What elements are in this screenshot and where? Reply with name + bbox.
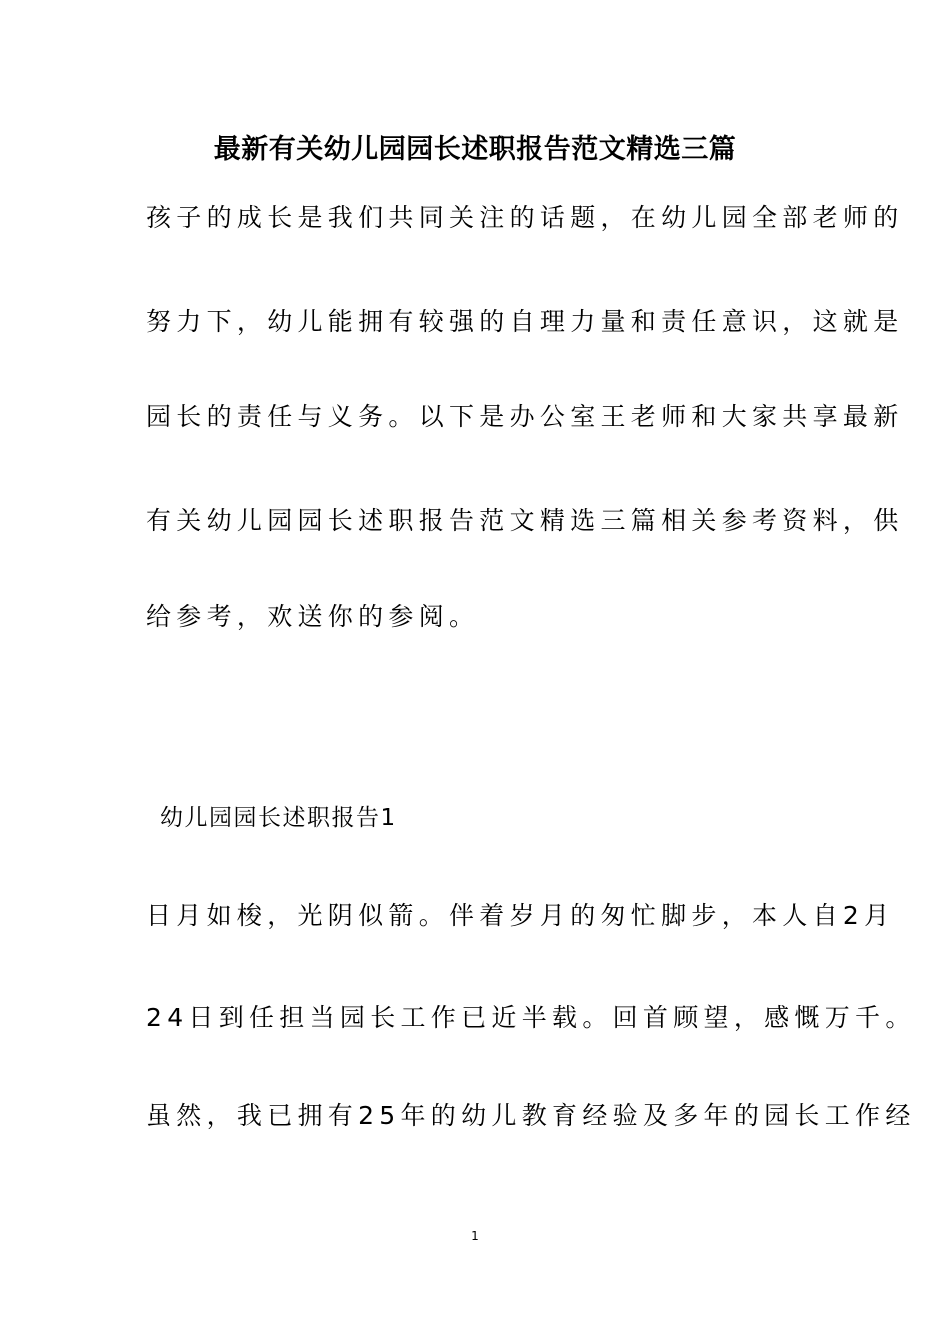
document-title: 最新有关幼儿园园长述职报告范文精选三篇: [213, 134, 737, 165]
section-line-2: 24日到任担当园长工作已近半载。回首顾望，感慨万千。: [146, 1003, 916, 1032]
intro-line-3: 园长的责任与义务。以下是办公室王老师和大家共享最新: [146, 402, 904, 431]
section-heading: 幼儿园园长述职报告1: [160, 805, 397, 831]
intro-line-5: 给参考，欢送你的参阅。: [146, 602, 480, 631]
intro-line-2: 努力下，幼儿能拥有较强的自理力量和责任意识，这就是: [146, 307, 904, 336]
section-line-3: 虽然，我已拥有25年的幼儿教育经验及多年的园长工作经: [146, 1101, 916, 1130]
intro-line-4: 有关幼儿园园长述职报告范文精选三篇相关参考资料，供: [146, 506, 904, 535]
page-number: 1: [471, 1229, 479, 1243]
intro-line-1: 孩子的成长是我们共同关注的话题，在幼儿园全部老师的: [146, 203, 904, 232]
section-line-1: 日月如梭，光阴似箭。伴着岁月的匆忙脚步，本人自2月: [146, 901, 895, 930]
